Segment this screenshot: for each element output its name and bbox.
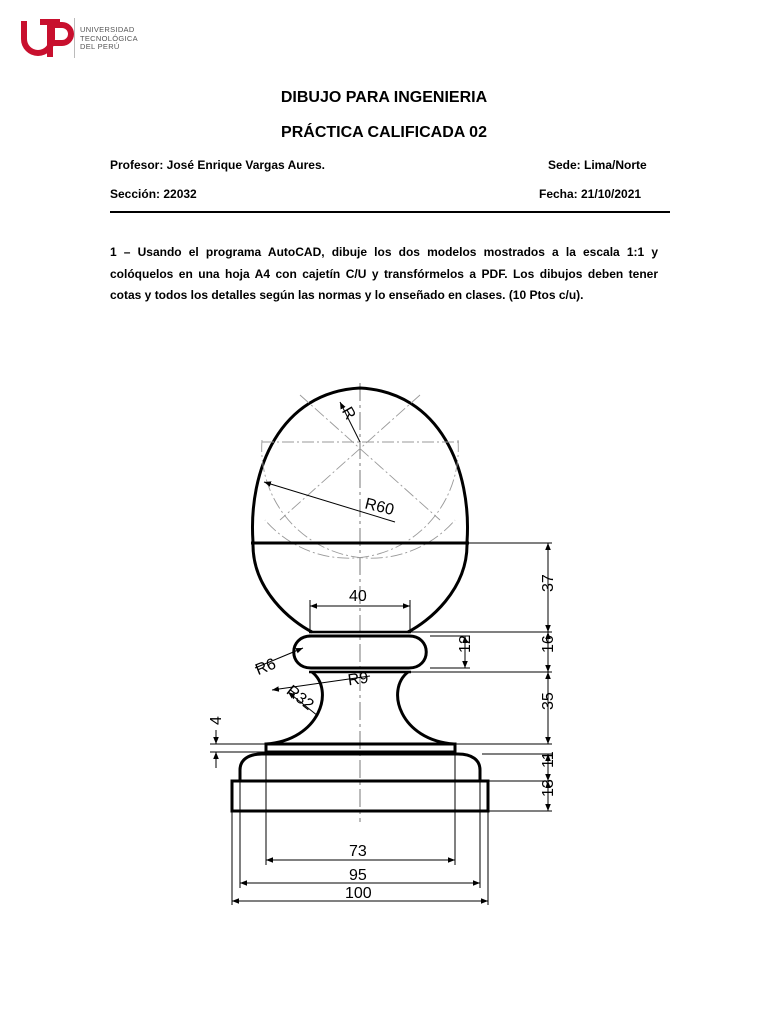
radius-r60-label: R60 bbox=[363, 495, 396, 520]
logo-wordmark bbox=[80, 26, 138, 52]
dim-35-label: 35 bbox=[540, 692, 557, 710]
instructions-paragraph: 1 – Usando el programa AutoCAD, dibuje los dos modelos mostrados a la escala 1:1 y colóquelos en una hoja A4 con cajetín C/U y transfórmelos a PDF. Los dibujos deben tener cotas y todos los detalles según las normas y lo enseñado en clases. (10 Ptos c/u). bbox=[110, 245, 658, 302]
dim-16-label: 16 bbox=[540, 635, 557, 653]
utp-logo-mark bbox=[20, 17, 80, 61]
radius-r32-label: R32 bbox=[283, 682, 317, 714]
seccion-label: Sección: 22032 bbox=[110, 187, 197, 201]
dim-95-label: 95 bbox=[349, 867, 367, 884]
technical-drawing bbox=[0, 330, 768, 930]
radius-r-label: R bbox=[338, 404, 359, 423]
header-divider bbox=[110, 211, 670, 213]
course-title: DIBUJO PARA INGENIERIA bbox=[280, 89, 488, 106]
logo-line-1: UNIVERSIDAD bbox=[80, 25, 135, 34]
dim-4 bbox=[210, 730, 266, 768]
dim-100-label: 100 bbox=[345, 885, 372, 902]
exam-title: PRÁCTICA CALIFICADA 02 bbox=[281, 124, 487, 141]
fecha-label: Fecha: 21/10/2021 bbox=[539, 187, 642, 201]
dim-37-label: 37 bbox=[540, 574, 557, 592]
profesor-label: Profesor: José Enrique Vargas Aures. bbox=[110, 158, 325, 172]
dim-4-label: 4 bbox=[208, 716, 225, 725]
logo-line-3: DEL PERÚ bbox=[80, 42, 120, 51]
dim-73-label: 73 bbox=[349, 843, 367, 860]
logo-separator bbox=[74, 18, 75, 58]
dim-40-label: 40 bbox=[349, 588, 367, 605]
logo-line-2: TECNOLÓGICA bbox=[80, 33, 138, 43]
dim-11-label: 11 bbox=[540, 751, 557, 768]
sede-label: Sede: Lima/Norte bbox=[548, 158, 647, 172]
radius-r9-label: R9 bbox=[346, 669, 370, 690]
dim-12-label: 12 bbox=[457, 635, 474, 653]
radius-r6-label: R6 bbox=[253, 655, 279, 680]
dim-13-label: 13 bbox=[540, 779, 557, 797]
